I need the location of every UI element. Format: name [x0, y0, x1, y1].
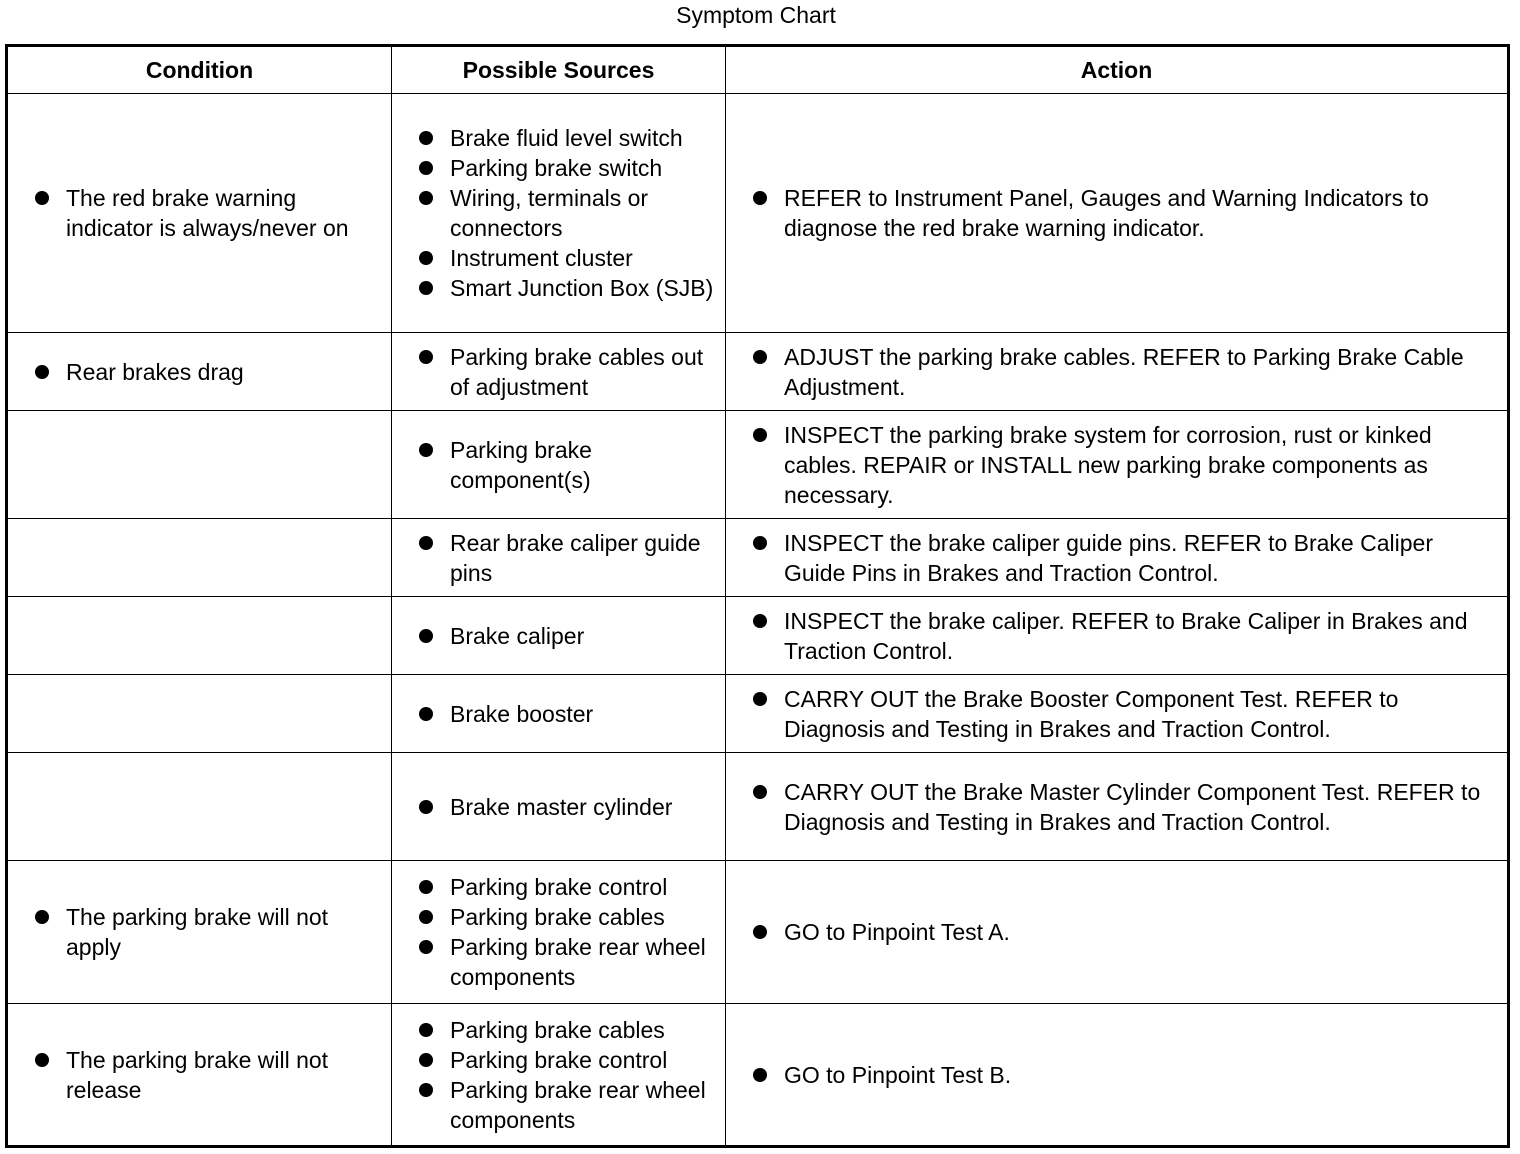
sources-cell: [392, 519, 726, 597]
bullet-icon: [419, 443, 433, 457]
source-text: Brake booster: [450, 700, 594, 727]
action-cell: [726, 675, 1509, 753]
condition-cell: [7, 861, 392, 1004]
bullet-icon: [419, 629, 433, 643]
source-item: [392, 932, 725, 992]
sources-cell: [392, 861, 726, 1004]
bullet-icon: [35, 191, 49, 205]
table-row: [7, 333, 1509, 411]
source-text: Parking brake rear wheel components: [450, 934, 706, 990]
source-item: [392, 699, 725, 729]
source-text: Parking brake switch: [450, 155, 663, 181]
bullet-icon: [419, 707, 433, 721]
header-possible-sources: Possible Sources: [392, 46, 726, 94]
condition-cell: [7, 519, 392, 597]
action-cell: [726, 94, 1509, 333]
condition-text: Rear brakes drag: [66, 358, 244, 385]
bullet-icon: [753, 191, 767, 205]
bullet-icon: [419, 131, 433, 145]
action-cell: [726, 1004, 1509, 1147]
bullet-icon: [419, 1053, 433, 1067]
bullet-icon: [753, 428, 767, 442]
sources-cell: [392, 675, 726, 753]
condition-cell: [7, 597, 392, 675]
source-item: [392, 153, 725, 183]
condition-cell: [7, 675, 392, 753]
source-text: Rear brake caliper guide pins: [450, 529, 701, 586]
source-item: [392, 435, 725, 495]
table-row: [7, 94, 1509, 333]
source-item: [392, 621, 725, 651]
source-text: Parking brake cables: [450, 904, 665, 930]
condition-item: [8, 1045, 391, 1105]
action-text: INSPECT the brake caliper guide pins. REFER to Brake Caliper Guide Pins in Brakes and Traction Control.: [784, 529, 1433, 586]
chart-title: Symptom Chart: [676, 2, 836, 28]
condition-cell: [7, 753, 392, 861]
bullet-icon: [419, 350, 433, 364]
action-cell: [726, 861, 1509, 1004]
action-item: [726, 1060, 1507, 1090]
sources-cell: [392, 753, 726, 861]
source-text: Wiring, terminals or connectors: [450, 185, 649, 241]
action-item: [726, 606, 1507, 666]
source-item: [392, 1075, 725, 1135]
action-text: GO to Pinpoint Test A.: [784, 919, 1010, 945]
condition-cell: [7, 94, 392, 333]
action-text: CARRY OUT the Brake Booster Component Test. REFER to Diagnosis and Testing in Brakes and Traction Control.: [784, 685, 1399, 742]
sources-cell: [392, 597, 726, 675]
source-text: Parking brake control: [450, 1046, 668, 1073]
condition-cell: [7, 1004, 392, 1147]
source-text: Smart Junction Box (SJB): [450, 275, 714, 301]
condition-text: The red brake warning indicator is always/never on: [66, 185, 349, 241]
bullet-icon: [419, 800, 433, 814]
bullet-icon: [753, 1068, 767, 1082]
action-text: CARRY OUT the Brake Master Cylinder Component Test. REFER to Diagnosis and Testing in Brakes and Traction Control.: [784, 778, 1481, 835]
bullet-icon: [419, 281, 433, 295]
bullet-icon: [419, 1023, 433, 1037]
condition-cell: [7, 333, 392, 411]
symptom-chart-table: [5, 44, 1510, 1148]
action-cell: [726, 597, 1509, 675]
source-text: Parking brake component(s): [450, 436, 592, 493]
bullet-icon: [753, 350, 767, 364]
table-row: [7, 675, 1509, 753]
bullet-icon: [753, 692, 767, 706]
action-text: INSPECT the brake caliper. REFER to Brake Caliper in Brakes and Traction Control.: [784, 607, 1468, 664]
table-row: [7, 519, 1509, 597]
condition-item: [8, 902, 391, 962]
bullet-icon: [753, 925, 767, 939]
sources-cell: [392, 411, 726, 519]
bullet-icon: [419, 191, 433, 205]
bullet-icon: [35, 910, 49, 924]
table-row: [7, 597, 1509, 675]
action-item: [726, 777, 1507, 837]
header-condition: Condition: [7, 46, 392, 94]
source-text: Parking brake rear wheel components: [450, 1076, 706, 1133]
sources-cell: [392, 94, 726, 333]
source-item: [392, 273, 725, 303]
source-item: [392, 1045, 725, 1075]
bullet-icon: [419, 880, 433, 894]
table-row: [7, 861, 1509, 1004]
condition-item: [8, 357, 391, 387]
action-item: [726, 917, 1507, 947]
bullet-icon: [753, 785, 767, 799]
source-text: Brake master cylinder: [450, 793, 673, 820]
bullet-icon: [419, 161, 433, 175]
source-text: Parking brake control: [450, 874, 668, 900]
action-text: ADJUST the parking brake cables. REFER to Parking Brake Cable Adjustment.: [784, 343, 1464, 400]
table-row: [7, 411, 1509, 519]
source-item: [392, 528, 725, 588]
bullet-icon: [419, 251, 433, 265]
action-cell: [726, 519, 1509, 597]
sources-cell: [392, 1004, 726, 1147]
source-item: [392, 243, 725, 273]
table-row: [7, 753, 1509, 861]
header-row: [7, 46, 1509, 94]
action-item: [726, 420, 1507, 510]
source-item: [392, 183, 725, 243]
source-text: Parking brake cables out of adjustment: [450, 343, 704, 400]
action-item: [726, 528, 1507, 588]
action-cell: [726, 333, 1509, 411]
source-text: Parking brake cables: [450, 1016, 665, 1043]
bullet-icon: [753, 614, 767, 628]
table-row: [7, 1004, 1509, 1147]
source-text: Brake fluid level switch: [450, 125, 683, 151]
action-text: INSPECT the parking brake system for corrosion, rust or kinked cables. REPAIR or INSTALL new parking brake components as necessary.: [784, 421, 1432, 508]
bullet-icon: [419, 1083, 433, 1097]
source-item: [392, 792, 725, 822]
condition-text: The parking brake will not release: [66, 1046, 329, 1103]
condition-text: The parking brake will not apply: [66, 904, 329, 960]
action-text: REFER to Instrument Panel, Gauges and Warning Indicators to diagnose the red brake warning indicator.: [784, 185, 1429, 241]
source-item: [392, 902, 725, 932]
condition-cell: [7, 411, 392, 519]
header-action: Action: [726, 46, 1509, 94]
action-item: [726, 684, 1507, 744]
source-item: [392, 342, 725, 402]
bullet-icon: [419, 940, 433, 954]
source-item: [392, 1015, 725, 1045]
condition-item: [8, 183, 391, 243]
bullet-icon: [753, 536, 767, 550]
action-item: [726, 342, 1507, 402]
source-text: Brake caliper: [450, 622, 585, 649]
action-cell: [726, 411, 1509, 519]
action-item: [726, 183, 1507, 243]
sources-cell: [392, 333, 726, 411]
action-cell: [726, 753, 1509, 861]
bullet-icon: [419, 536, 433, 550]
source-item: [392, 123, 725, 153]
bullet-icon: [35, 365, 49, 379]
bullet-icon: [419, 910, 433, 924]
source-item: [392, 872, 725, 902]
action-text: GO to Pinpoint Test B.: [784, 1061, 1012, 1088]
source-text: Instrument cluster: [450, 245, 633, 271]
bullet-icon: [35, 1053, 49, 1067]
